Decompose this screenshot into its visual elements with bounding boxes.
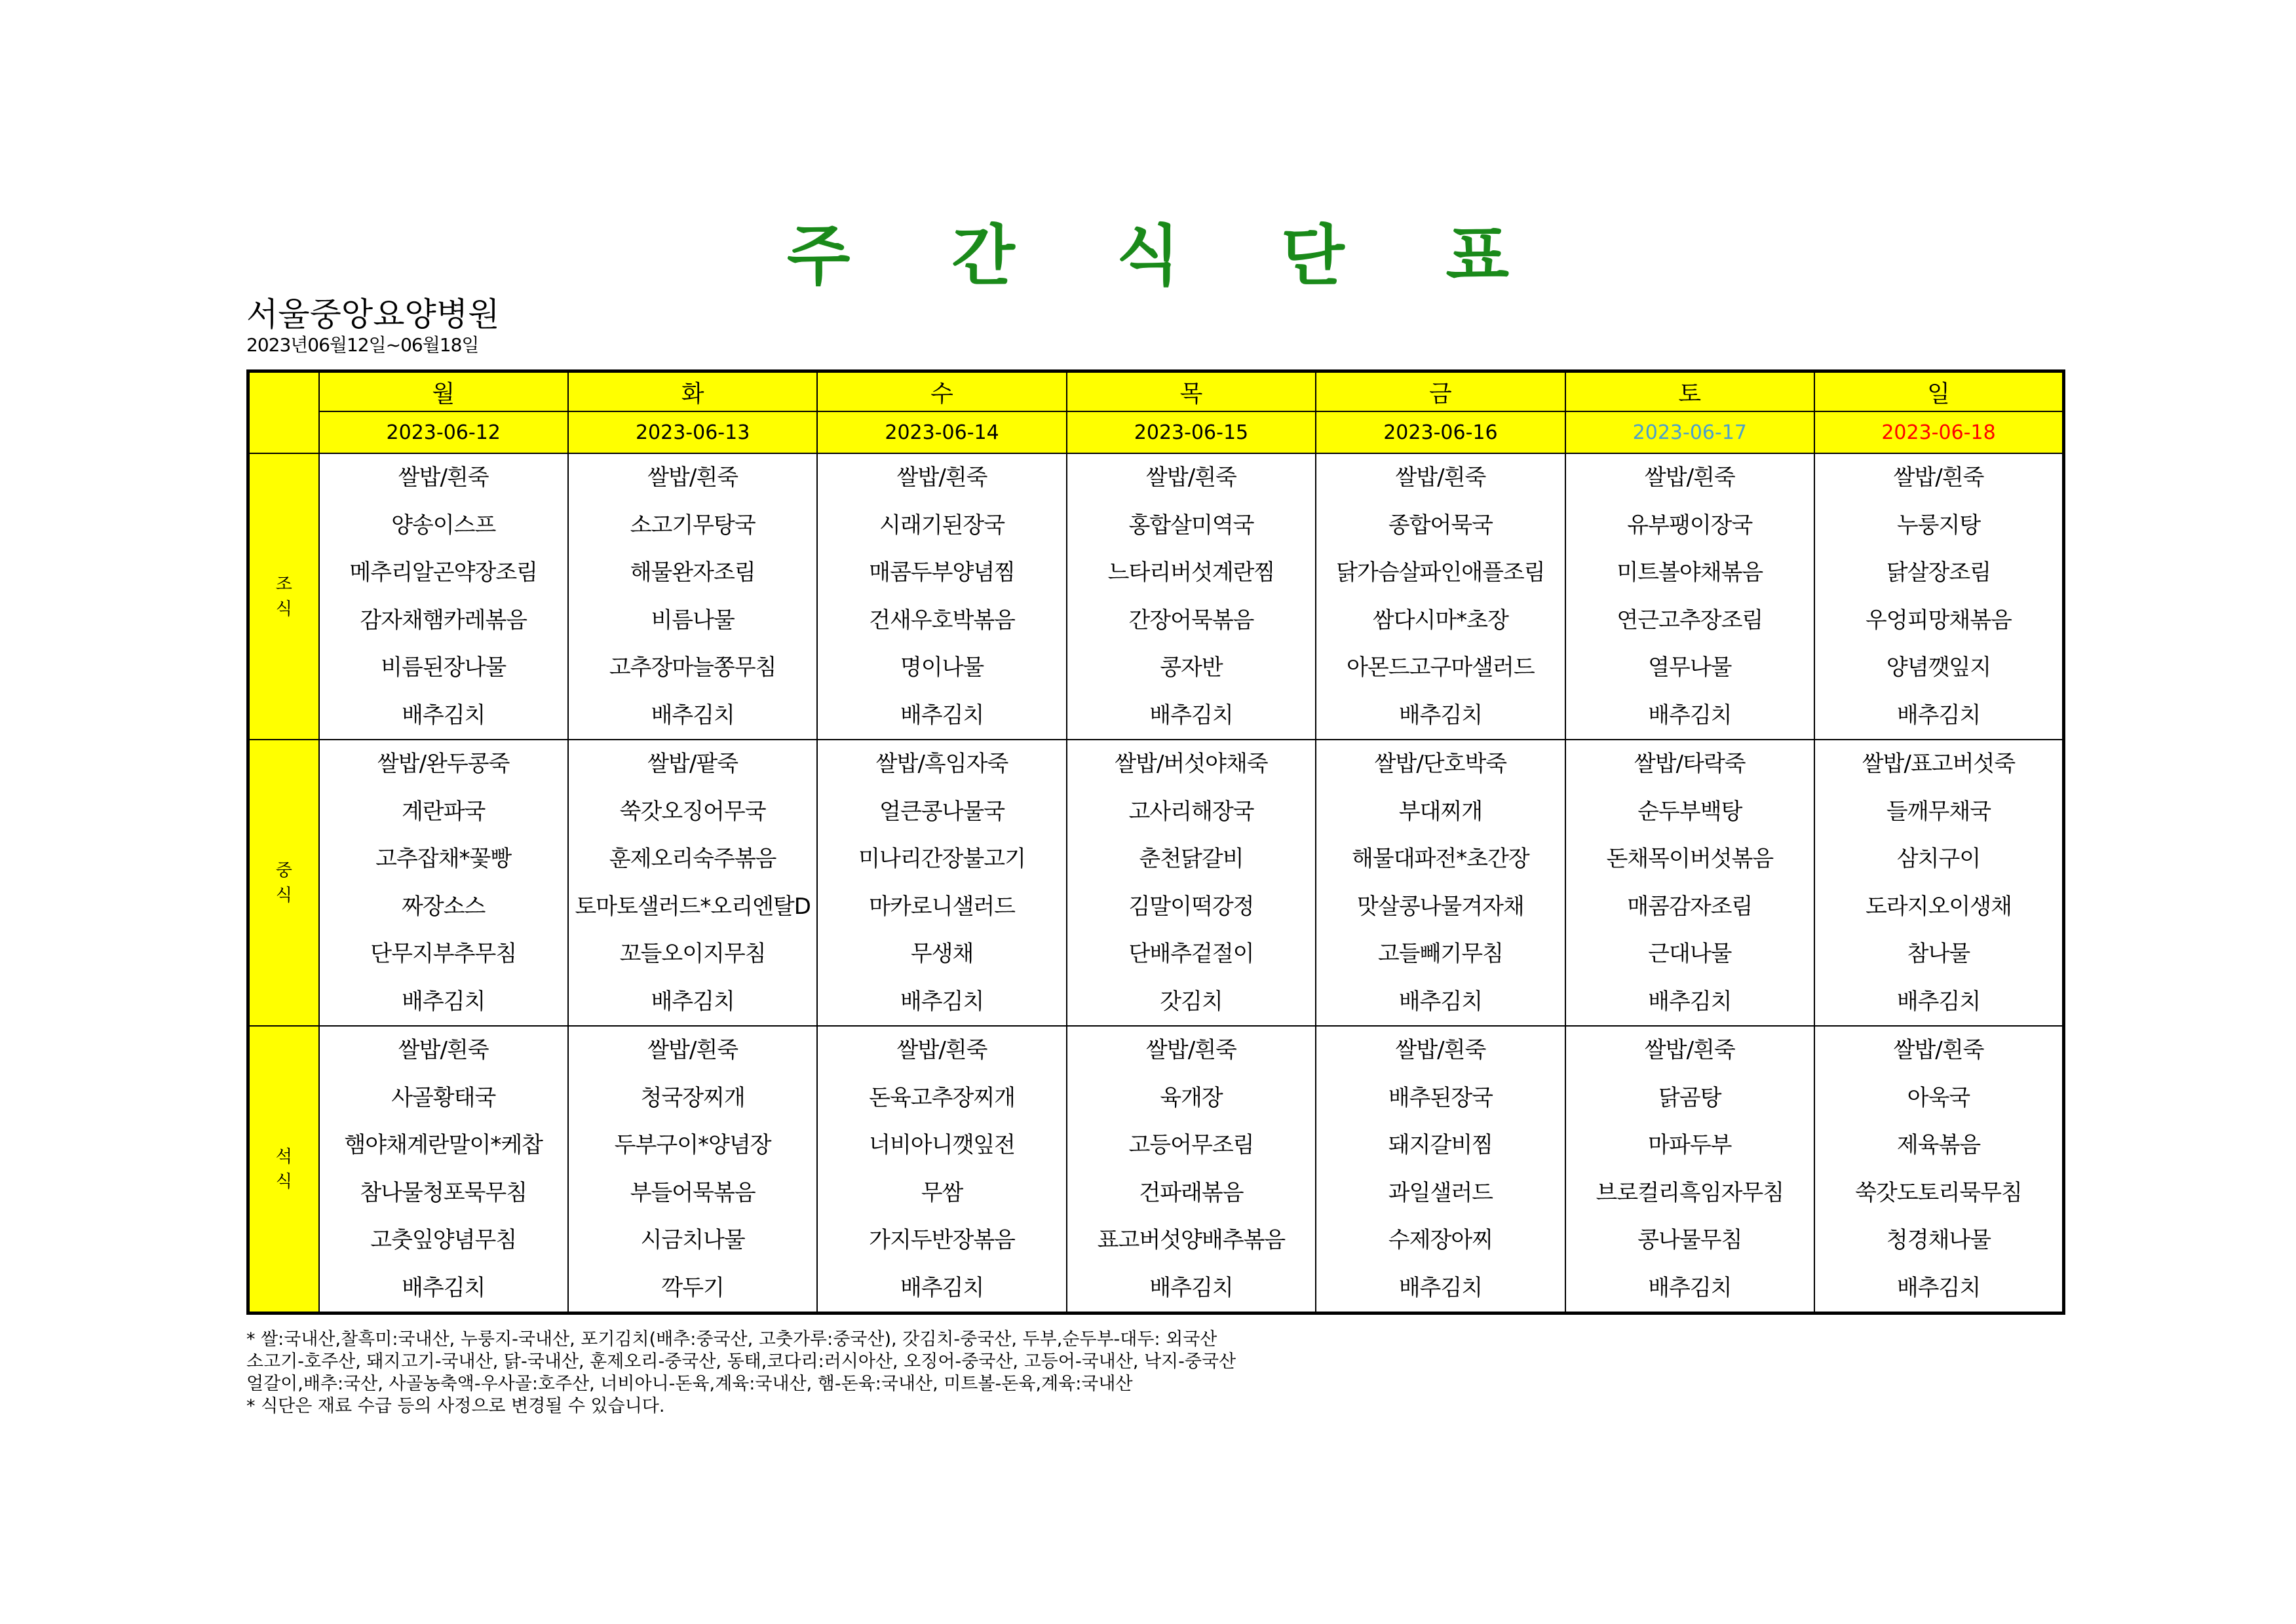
menu-item: 쑥갓도토리묵무침 [1855, 1179, 2022, 1206]
menu-item: 쌀밥/타락죽 [1634, 751, 1746, 777]
date-thu: 2023-06-15 [1067, 411, 1316, 453]
menu-item: 들깨무채국 [1886, 798, 1991, 825]
meal-label-char: 식 [275, 1171, 292, 1192]
menu-item: 미나리간장불고기 [858, 846, 1025, 872]
menu-cell-lunch-fri [1316, 740, 1565, 1026]
meal-row-lunch [248, 740, 2064, 1026]
menu-item: 토마토샐러드*오리엔탈D [575, 893, 811, 920]
menu-item: 고등어무조림 [1128, 1132, 1254, 1158]
menu-item: 비름된장나물 [381, 654, 507, 681]
menu-item: 쌀밥/흰죽 [647, 464, 738, 491]
menu-item: 아몬드고구마샐러드 [1347, 654, 1535, 681]
menu-item: 사골황태국 [391, 1084, 496, 1111]
day-name-thu: 목 [1067, 371, 1316, 412]
menu-item: 고들빼기무침 [1377, 941, 1503, 967]
date-wed: 2023-06-14 [817, 411, 1066, 453]
date-tue: 2023-06-13 [568, 411, 817, 453]
menu-cell-breakfast-sun [1814, 453, 2063, 740]
day-name-sat: 토 [1565, 371, 1814, 412]
menu-item: 배추김치 [1149, 1274, 1233, 1301]
menu-item: 너비아니깻잎전 [869, 1132, 1016, 1158]
meal-label-char: 석 [275, 1146, 292, 1167]
menu-item: 시금치나물 [640, 1227, 745, 1253]
menu-item: 육개장 [1160, 1084, 1223, 1111]
menu-item: 쌀밥/흰죽 [1395, 464, 1486, 491]
menu-item: 부대찌개 [1398, 798, 1483, 825]
menu-item: 얼큰콩나물국 [879, 798, 1005, 825]
menu-item: 청경채나물 [1886, 1227, 1991, 1253]
menu-cell-lunch-mon [319, 740, 568, 1026]
menu-item: 쌀밥/흰죽 [1893, 464, 1984, 491]
menu-item: 제육볶음 [1896, 1132, 1981, 1158]
menu-item: 닭가슴살파인애플조림 [1336, 559, 1545, 586]
date-sat: 2023-06-17 [1565, 411, 1814, 453]
menu-item: 쌀밥/흰죽 [896, 464, 987, 491]
menu-item: 배추김치 [402, 988, 486, 1015]
menu-item: 고추잡채*꽃빵 [375, 846, 512, 872]
date-mon: 2023-06-12 [319, 411, 568, 453]
menu-item: 수제장아찌 [1388, 1227, 1493, 1253]
menu-cell-lunch-thu [1067, 740, 1316, 1026]
menu-item: 쌀밥/흰죽 [1146, 1037, 1236, 1063]
menu-item: 고사리해장국 [1128, 798, 1254, 825]
menu-item: 배추김치 [900, 702, 984, 728]
menu-cell-breakfast-wed [817, 453, 1066, 740]
menu-period: 2023년06월12일~06월18일 [246, 334, 479, 356]
menu-item: 종합어묵국 [1388, 512, 1493, 538]
weekly-menu-table [246, 369, 2065, 1315]
menu-item: 배추김치 [1398, 988, 1483, 1015]
menu-item: 고춧잎양념무침 [370, 1227, 517, 1253]
menu-item: 매콤감자조림 [1627, 893, 1753, 920]
menu-item: 부들어묵볶음 [630, 1179, 756, 1206]
menu-item: 돈육고추장찌개 [869, 1084, 1016, 1111]
menu-item: 쌀밥/흰죽 [1893, 1037, 1984, 1063]
menu-item: 고추장마늘쫑무침 [609, 654, 776, 681]
menu-item: 훈제오리숙주볶음 [609, 846, 776, 872]
menu-item: 유부팽이장국 [1627, 512, 1753, 538]
day-name-wed: 수 [817, 371, 1066, 412]
menu-item: 쌀밥/흰죽 [896, 1037, 987, 1063]
menu-item: 쌀밥/흰죽 [1395, 1037, 1486, 1063]
meal-label-char: 식 [275, 599, 292, 619]
menu-item: 청국장찌개 [640, 1084, 745, 1111]
menu-item: 양념깻잎지 [1886, 654, 1991, 681]
menu-item: 닭곰탕 [1658, 1084, 1721, 1111]
menu-item: 돼지갈비찜 [1388, 1132, 1493, 1158]
origin-notes [246, 1329, 1236, 1418]
menu-item: 쌈다시마*초장 [1372, 607, 1508, 633]
menu-item: 춘천닭갈비 [1139, 846, 1244, 872]
menu-item: 마카로니샐러드 [869, 893, 1016, 920]
menu-item: 쌀밥/흰죽 [1146, 464, 1236, 491]
menu-item: 돈채목이버섯볶음 [1606, 846, 1774, 872]
menu-item: 열무나물 [1648, 654, 1732, 681]
menu-item: 쌀밥/흰죽 [647, 1037, 738, 1063]
page-title: 주 간 식 단 표 [786, 217, 1549, 294]
menu-item: 무생채 [910, 941, 974, 967]
date-fri: 2023-06-16 [1316, 411, 1565, 453]
menu-item: 배추김치 [651, 988, 735, 1015]
menu-item: 맛살콩나물겨자채 [1357, 893, 1524, 920]
menu-item: 쌀밥/흰죽 [398, 1037, 489, 1063]
note-line: * 식단은 재료 수급 등의 사정으로 변경될 수 있습니다. [246, 1396, 665, 1416]
day-name-sun: 일 [1814, 371, 2063, 412]
corner-cell [248, 371, 319, 454]
menu-item: 콩나물무침 [1637, 1227, 1742, 1253]
menu-item: 메추리알곤약장조림 [349, 559, 538, 586]
menu-item: 참나물청포묵무침 [360, 1179, 527, 1206]
day-name-fri: 금 [1316, 371, 1565, 412]
menu-item: 쌀밥/단호박죽 [1374, 751, 1507, 777]
menu-item: 배추김치 [1648, 1274, 1732, 1301]
menu-item: 쌀밥/버섯야채죽 [1115, 751, 1268, 777]
menu-item: 명이나물 [900, 654, 984, 681]
menu-cell-dinner-sun [1814, 1026, 2063, 1313]
menu-item: 배추김치 [1896, 988, 1981, 1015]
menu-item: 배추김치 [900, 1274, 984, 1301]
menu-item: 배추김치 [1896, 1274, 1981, 1301]
menu-item: 브로컬리흑임자무침 [1596, 1179, 1784, 1206]
menu-item: 미트볼야채볶음 [1617, 559, 1763, 586]
menu-cell-dinner-thu [1067, 1026, 1316, 1313]
menu-cell-dinner-mon [319, 1026, 568, 1313]
menu-item: 누룽지탕 [1896, 512, 1981, 538]
menu-item: 무쌈 [921, 1179, 963, 1206]
menu-item: 우엉피망채볶음 [1866, 607, 2012, 633]
menu-cell-breakfast-mon [319, 453, 568, 740]
menu-item: 쌀밥/흑임자죽 [875, 751, 1008, 777]
hospital-name: 서울중앙요양병원 [246, 295, 500, 333]
menu-item: 해물완자조림 [630, 559, 756, 586]
menu-item: 마파두부 [1648, 1132, 1732, 1158]
menu-item: 김말이떡강정 [1128, 893, 1254, 920]
menu-item: 표고버섯양배추볶음 [1097, 1227, 1286, 1253]
meal-label-dinner [248, 1026, 319, 1313]
meal-label-char: 식 [275, 885, 292, 905]
meal-label-char: 조 [275, 574, 292, 594]
menu-cell-dinner-wed [817, 1026, 1066, 1313]
menu-item: 배추김치 [900, 988, 984, 1015]
menu-item: 콩자반 [1160, 654, 1223, 681]
menu-item: 홍합살미역국 [1128, 512, 1254, 538]
menu-item: 깍두기 [661, 1274, 724, 1301]
menu-item: 쌀밥/표고버섯죽 [1862, 751, 2016, 777]
menu-item: 근대나물 [1648, 941, 1732, 967]
menu-item: 쌀밥/흰죽 [398, 464, 489, 491]
menu-item: 배추김치 [1648, 988, 1732, 1015]
note-line: * 쌀:국내산,찰흑미:국내산, 누룽지-국내산, 포기김치(배추:중국산, 고춧가루:중국산), 갓김치-중국산, 두부,순두부-대두: 외국산 [246, 1329, 1217, 1350]
menu-item: 쌀밥/흰죽 [1644, 1037, 1735, 1063]
meal-row-breakfast [248, 453, 2064, 740]
meal-label-breakfast [248, 453, 319, 740]
menu-cell-dinner-sat [1565, 1026, 1814, 1313]
meal-row-dinner [248, 1026, 2064, 1313]
menu-item: 단배추겉절이 [1128, 941, 1254, 967]
menu-item: 짜장소스 [402, 893, 486, 920]
menu-item: 배추김치 [402, 702, 486, 728]
menu-cell-lunch-sat [1565, 740, 1814, 1026]
menu-item: 순두부백탕 [1637, 798, 1742, 825]
menu-item: 비름나물 [651, 607, 735, 633]
menu-item: 배추김치 [1896, 702, 1981, 728]
menu-cell-dinner-tue [568, 1026, 817, 1313]
menu-item: 배추김치 [1149, 702, 1233, 728]
menu-item: 양송이스프 [391, 512, 496, 538]
menu-cell-breakfast-fri [1316, 453, 1565, 740]
menu-item: 감자채햄카레볶음 [360, 607, 527, 633]
menu-item: 삼치구이 [1896, 846, 1981, 872]
menu-item: 매콤두부양념찜 [869, 559, 1016, 586]
note-line: 얼갈이,배추:국산, 사골농축액-우사골:호주산, 너비아니-돈육,계육:국내산, 햄-돈육:국내산, 미트볼-돈육,계육:국내산 [246, 1374, 1133, 1394]
day-name-mon: 월 [319, 371, 568, 412]
menu-item: 배추김치 [1398, 702, 1483, 728]
menu-item: 닭살장조림 [1886, 559, 1991, 586]
menu-item: 배추김치 [1398, 1274, 1483, 1301]
menu-item: 과일샐러드 [1388, 1179, 1493, 1206]
menu-item: 배추김치 [651, 702, 735, 728]
menu-item: 도라지오이생채 [1866, 893, 2012, 920]
menu-item: 두부구이*양념장 [614, 1132, 771, 1158]
menu-item: 쌀밥/팥죽 [647, 751, 738, 777]
menu-cell-dinner-fri [1316, 1026, 1565, 1313]
date-sun: 2023-06-18 [1814, 411, 2063, 453]
menu-item: 아욱국 [1907, 1084, 1970, 1111]
menu-item: 배추된장국 [1388, 1084, 1493, 1111]
menu-item: 계란파국 [402, 798, 486, 825]
menu-item: 쌀밥/완두콩죽 [377, 751, 510, 777]
menu-item: 쌀밥/흰죽 [1644, 464, 1735, 491]
day-name-tue: 화 [568, 371, 817, 412]
menu-item: 시래기된장국 [879, 512, 1005, 538]
meal-label-lunch [248, 740, 319, 1026]
menu-item: 연근고추장조림 [1617, 607, 1763, 633]
menu-cell-breakfast-sat [1565, 453, 1814, 740]
menu-item: 참나물 [1907, 941, 1970, 967]
menu-cell-lunch-sun [1814, 740, 2063, 1026]
note-line: 소고기-호주산, 돼지고기-국내산, 닭-국내산, 훈제오리-중국산, 동태,코다리:러시아산, 오징어-중국산, 고등어-국내산, 낙지-중국산 [246, 1351, 1236, 1372]
menu-item: 단무지부추무침 [370, 941, 517, 967]
menu-item: 해물대파전*초간장 [1352, 846, 1529, 872]
meal-label-char: 중 [275, 860, 292, 880]
menu-item: 건파래볶음 [1139, 1179, 1244, 1206]
menu-item: 쑥갓오징어무국 [619, 798, 766, 825]
menu-item: 가지두반장볶음 [869, 1227, 1016, 1253]
menu-cell-breakfast-thu [1067, 453, 1316, 740]
menu-item: 꼬들오이지무침 [619, 941, 766, 967]
menu-item: 배추김치 [1648, 702, 1732, 728]
menu-item: 느타리버섯계란찜 [1107, 559, 1275, 586]
menu-cell-lunch-wed [817, 740, 1066, 1026]
menu-cell-breakfast-tue [568, 453, 817, 740]
menu-item: 간장어묵볶음 [1128, 607, 1254, 633]
menu-item: 햄야채계란말이*케찹 [344, 1132, 543, 1158]
menu-item: 갓김치 [1160, 988, 1223, 1015]
menu-item: 소고기무탕국 [630, 512, 756, 538]
menu-cell-lunch-tue [568, 740, 817, 1026]
menu-item: 배추김치 [402, 1274, 486, 1301]
menu-item: 건새우호박볶음 [869, 607, 1016, 633]
